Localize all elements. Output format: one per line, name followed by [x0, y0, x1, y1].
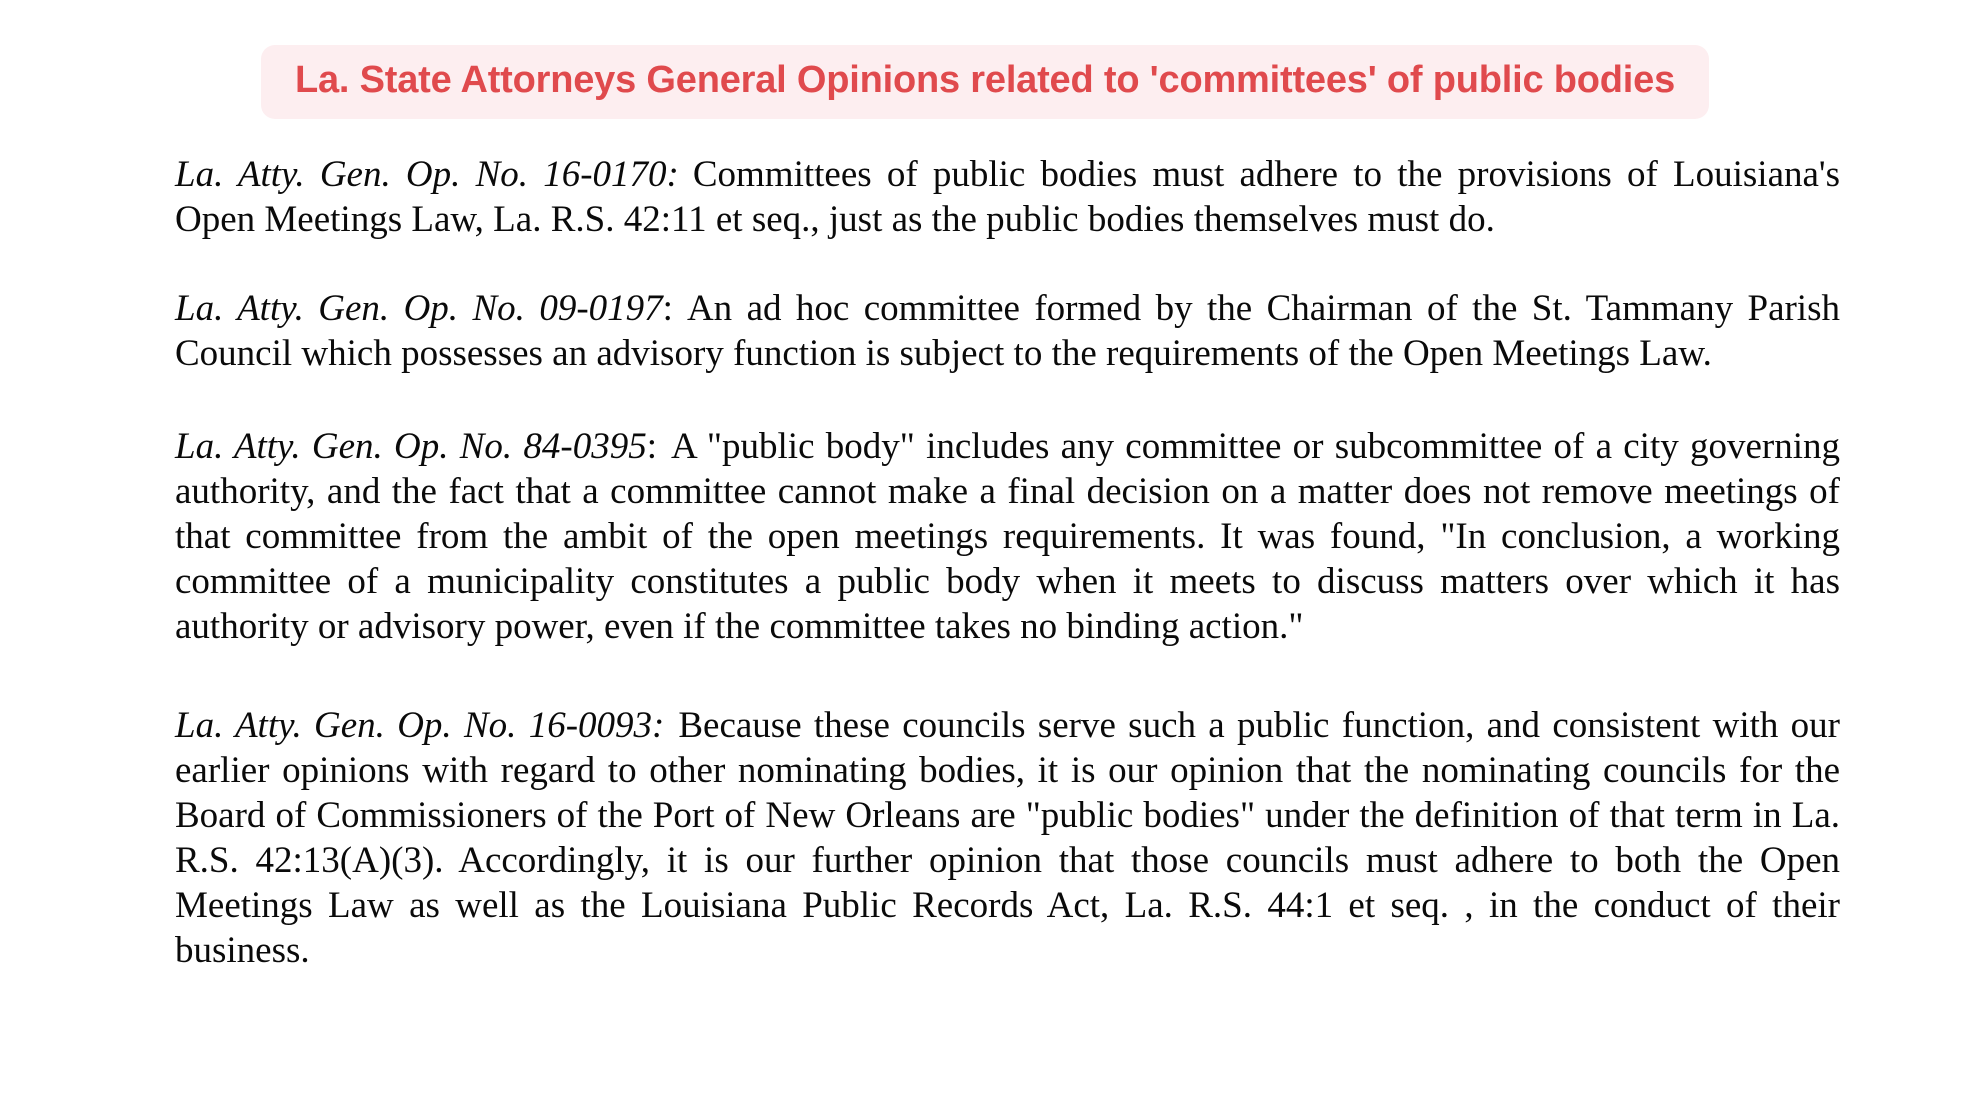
opinion-body: An ad hoc committee formed by the Chairman of the St. Tammany Parish Council which possesses an advisory function is subject to the requirements of the Open Meetings Law. [175, 288, 1840, 374]
page-title: La. State Attorneys General Opinions related to 'committees' of public bodies [294, 59, 1676, 101]
opinion-entry-16-0093 [175, 703, 1840, 973]
opinion-body: Committees of public bodies must adhere to the provisions of Louisiana's Open Meetings Law, La. R.S. 42:11 et seq., just as the public bodies themselves must do. [175, 154, 1840, 240]
opinion-citation: La. Atty. Gen. Op. No. 16-0093: [175, 705, 665, 746]
opinion-entry-84-0395 [175, 424, 1840, 649]
opinion-citation: La. Atty. Gen. Op. No. 16-0170: [175, 154, 679, 195]
opinion-entry-09-0197 [175, 286, 1840, 376]
title-banner [261, 45, 1709, 119]
opinion-citation: La. Atty. Gen. Op. No. 84-0395 [175, 426, 647, 467]
opinion-entry-16-0170 [175, 152, 1840, 242]
opinion-body: A "public body" includes any committee or subcommittee of a city governing authority, and the fact that a committee cannot make a final decision on a matter does not remove meetings of that committee from the ambit of the open meetings requirements. It was found, "In conclusion, a working committee of a municipality constitutes a public body when it meets to discuss matters over which it has authority or advisory power, even if the committee takes no binding action." [175, 426, 1840, 647]
title-banner-wrapper [0, 45, 1970, 119]
opinion-citation-colon: : [646, 426, 658, 467]
opinion-body: Because these councils serve such a public function, and consistent with our earlier opinions with regard to other nominating bodies, it is our opinion that the nominating councils for the Board of Commissioners of the Port of New Orleans are "public bodies" under the definition of that term in La. R.S. 42:13(A)(3). Accordingly, it is our further opinion that those councils must adhere to both the Open Meetings Law as well as the Louisiana Public Records Act, La. R.S. 44:1 et seq. , in the conduct of their business. [175, 705, 1840, 971]
opinion-citation: La. Atty. Gen. Op. No. 09-0197 [175, 288, 663, 329]
opinions-list [175, 152, 1840, 973]
opinion-citation-colon: : [662, 288, 673, 329]
